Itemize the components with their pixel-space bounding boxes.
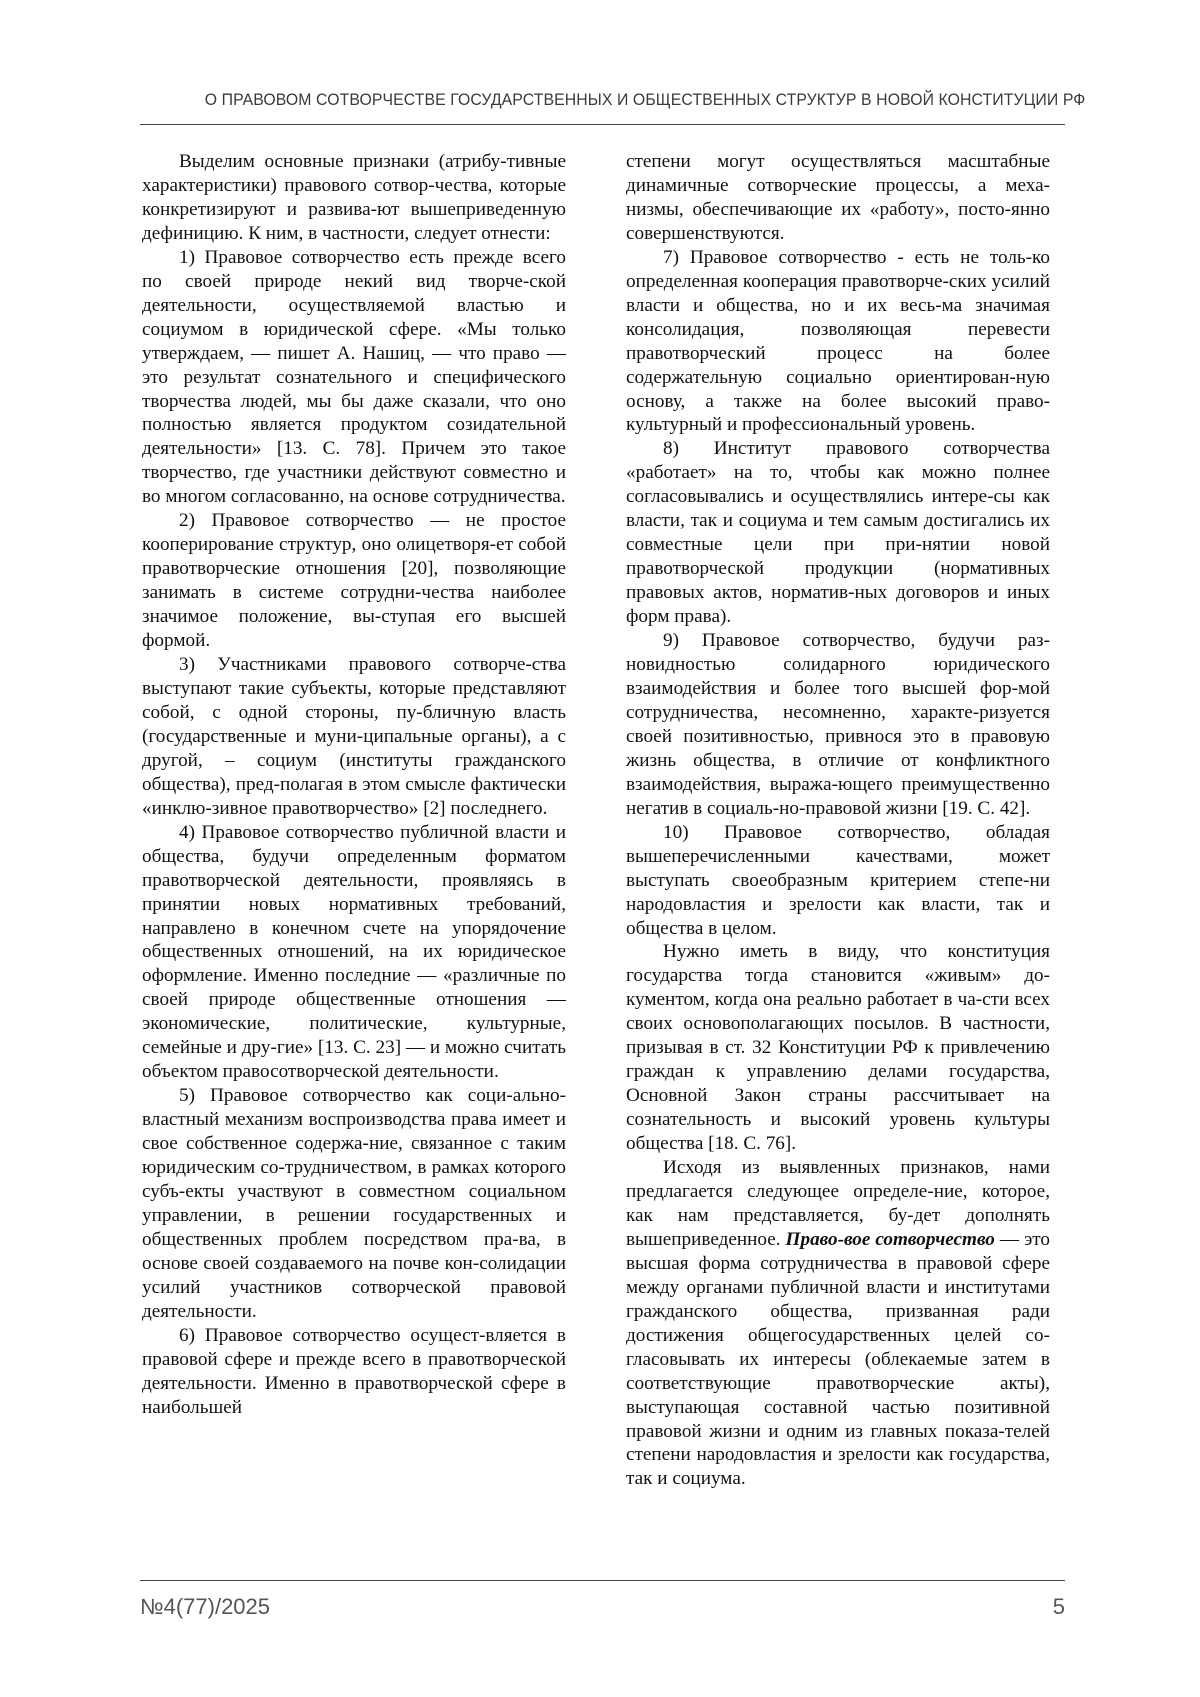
right-column <box>626 150 1050 1491</box>
left-column <box>142 150 566 1420</box>
footer-divider <box>140 1580 1065 1581</box>
paragraph-item-9: 9) Правовое сотворчество, будучи раз-новидностью солидарного юридического взаимодействия и более того высшей фор-мой сотрудничества, несомненно, характе-ризуется своей позитивностью, привнося это в правовую жизнь общества, в отличие от конфликтного взаимодействия, выража-ющего преимущественно негатив в социаль-но-правовой жизни [19. С. 42]. <box>626 630 1050 819</box>
paragraph-item-5: 5) Правовое сотворчество как соци-ально-властный механизм воспроизводства права имеет и свое собственное содержа-ние, связанное с таким юридическим со-трудничеством, в рамках которого субъ-екты участвуют в совместном социальном управлении, в решении государственных и общественных проблем посредством пра-ва, в основе своей создаваемого на почве кон-солидации усилий участников сотворческой правовой деятельности. <box>142 1085 566 1322</box>
issue-number: №4(77)/2025 <box>140 1594 271 1619</box>
paragraph-constitution: Нужно иметь в виду, что конституция государства тогда становится «живым» до-кументом, когда она реально работает в ча-сти всех своих основополагающих посылов. В частности, призывая в ст. 32 Конституции РФ к привлечению граждан к управлению делами государства, Основной Закон страны рассчитывает на сознательность и высокий уровень культуры общества [18. С. 76]. <box>626 941 1050 1155</box>
paragraph-item-1: 1) Правовое сотворчество есть прежде всего по своей природе некий вид творче-ской деятельности, осуществляемой властью и социумом в юридической сфере. «Мы только утверждаем, — пишет А. Нашиц, — что право — это результат сознательного и специфического творчества людей, мы бы даже сказали, что оно полностью является продуктом созидательной деятельности» [13. С. 78]. Причем это такое творчество, где участники действуют совместно и во многом согласованно, на основе сотрудничества. <box>142 246 566 508</box>
paragraph-item-8: 8) Институт правового сотворчества «работает» на то, чтобы как можно полнее согласовывались и осуществлялись интере-сы как власти, так и социума и тем самым достигались их совместные цели при при-нятии новой правотворческой продукции (нормативных правовых актов, норматив-ных договоров и иных форм права). <box>626 438 1050 628</box>
header-divider <box>140 124 1065 125</box>
page-number: 5 <box>1052 1594 1065 1619</box>
paragraph-item-6-continued: степени могут осуществляться масштабные динамичные сотворческие процессы, а меха-низмы, обеспечивающие их «работу», посто-янно совершенствуются. <box>626 151 1050 244</box>
paragraph-item-2: 2) Правовое сотворчество — не простое кооперирование структур, оно олицетворя-ет собой правотворческие отношения [20], позволяющие занимать в системе сотрудни-чества наиболее значимое положение, вы-ступая его высшей формой. <box>142 510 566 652</box>
paragraph-definition <box>626 1156 1050 1491</box>
definition-term: Право-вое сотворчество <box>785 1228 995 1250</box>
running-header: О ПРАВОВОМ СОТВОРЧЕСТВЕ ГОСУДАРСТВЕННЫХ И ОБЩЕСТВЕННЫХ СТРУКТУР В НОВОЙ КОНСТИТУЦИИ РФ <box>204 90 1086 109</box>
paragraph-item-3: 3) Участниками правового сотворче-ства выступают такие субъекты, которые представляют собой, с одной стороны, пу-бличную власть (государственные и муни-ципальные органы), а с другой, – социум (институты гражданского общества), пред-полагая в этом смысле фактически «инклю-зивное правотворчество» [2] последнего. <box>142 654 566 819</box>
definition-intro: Исходя из выявленных признаков, нами предлагается следующее определе-ние, которое, как нам представляется, бу-дет дополнять вышеприведенное. <box>626 1157 1050 1250</box>
definition-body: — это высшая форма сотрудничества в правовой сфере между органами публичной власти и институтами гражданского общества, призванная ради достижения общегосударственных целей со-гласовывать их интересы (облекаемые затем в соответствующие правотворческие акты), выступающая составной частью позитивной правовой жизни и одним из главных показа-телей степени народовластия и зрелости как государства, так и социума. <box>626 1228 1051 1490</box>
paragraph-intro: Выделим основные признаки (атрибу-тивные характеристики) правового сотвор-чества, которые конкретизируют и развива-ют вышеприведенную дефиницию. К ним, в частности, следует отнести: <box>142 151 566 244</box>
paragraph-item-4: 4) Правовое сотворчество публичной власти и общества, будучи определенным форматом правотворческой деятельности, проявляясь в принятии новых нормативных требований, направлено в конечном счете на упорядочение общественных отношений, на их юридическое оформление. Именно последние — «различные по своей природе общественные отношения — экономические, политические, культурные, семейные и дру-гие» [13. С. 23] — и можно считать объектом правосотворческой деятельности. <box>142 821 566 1083</box>
paragraph-item-6: 6) Правовое сотворчество осущест-вляется в правовой сфере и прежде всего в правотворческой деятельности. Именно в правотворческой сфере в наибольшей <box>142 1324 566 1418</box>
paragraph-item-10: 10) Правовое сотворчество, обладая вышеперечисленными качествами, может выступать своеобразным критерием степе-ни народовластия и зрелости как власти, так и общества в целом. <box>626 821 1050 939</box>
paragraph-item-7: 7) Правовое сотворчество - есть не толь-ко определенная кооперация правотворче-ских усилий власти и общества, но и их весь-ма значимая консолидация, позволяющая перевести правотворческий процесс на более содержательную социально ориентирован-ную основу, а также на более высокий право-культурный и профессиональный уровень. <box>626 246 1050 436</box>
